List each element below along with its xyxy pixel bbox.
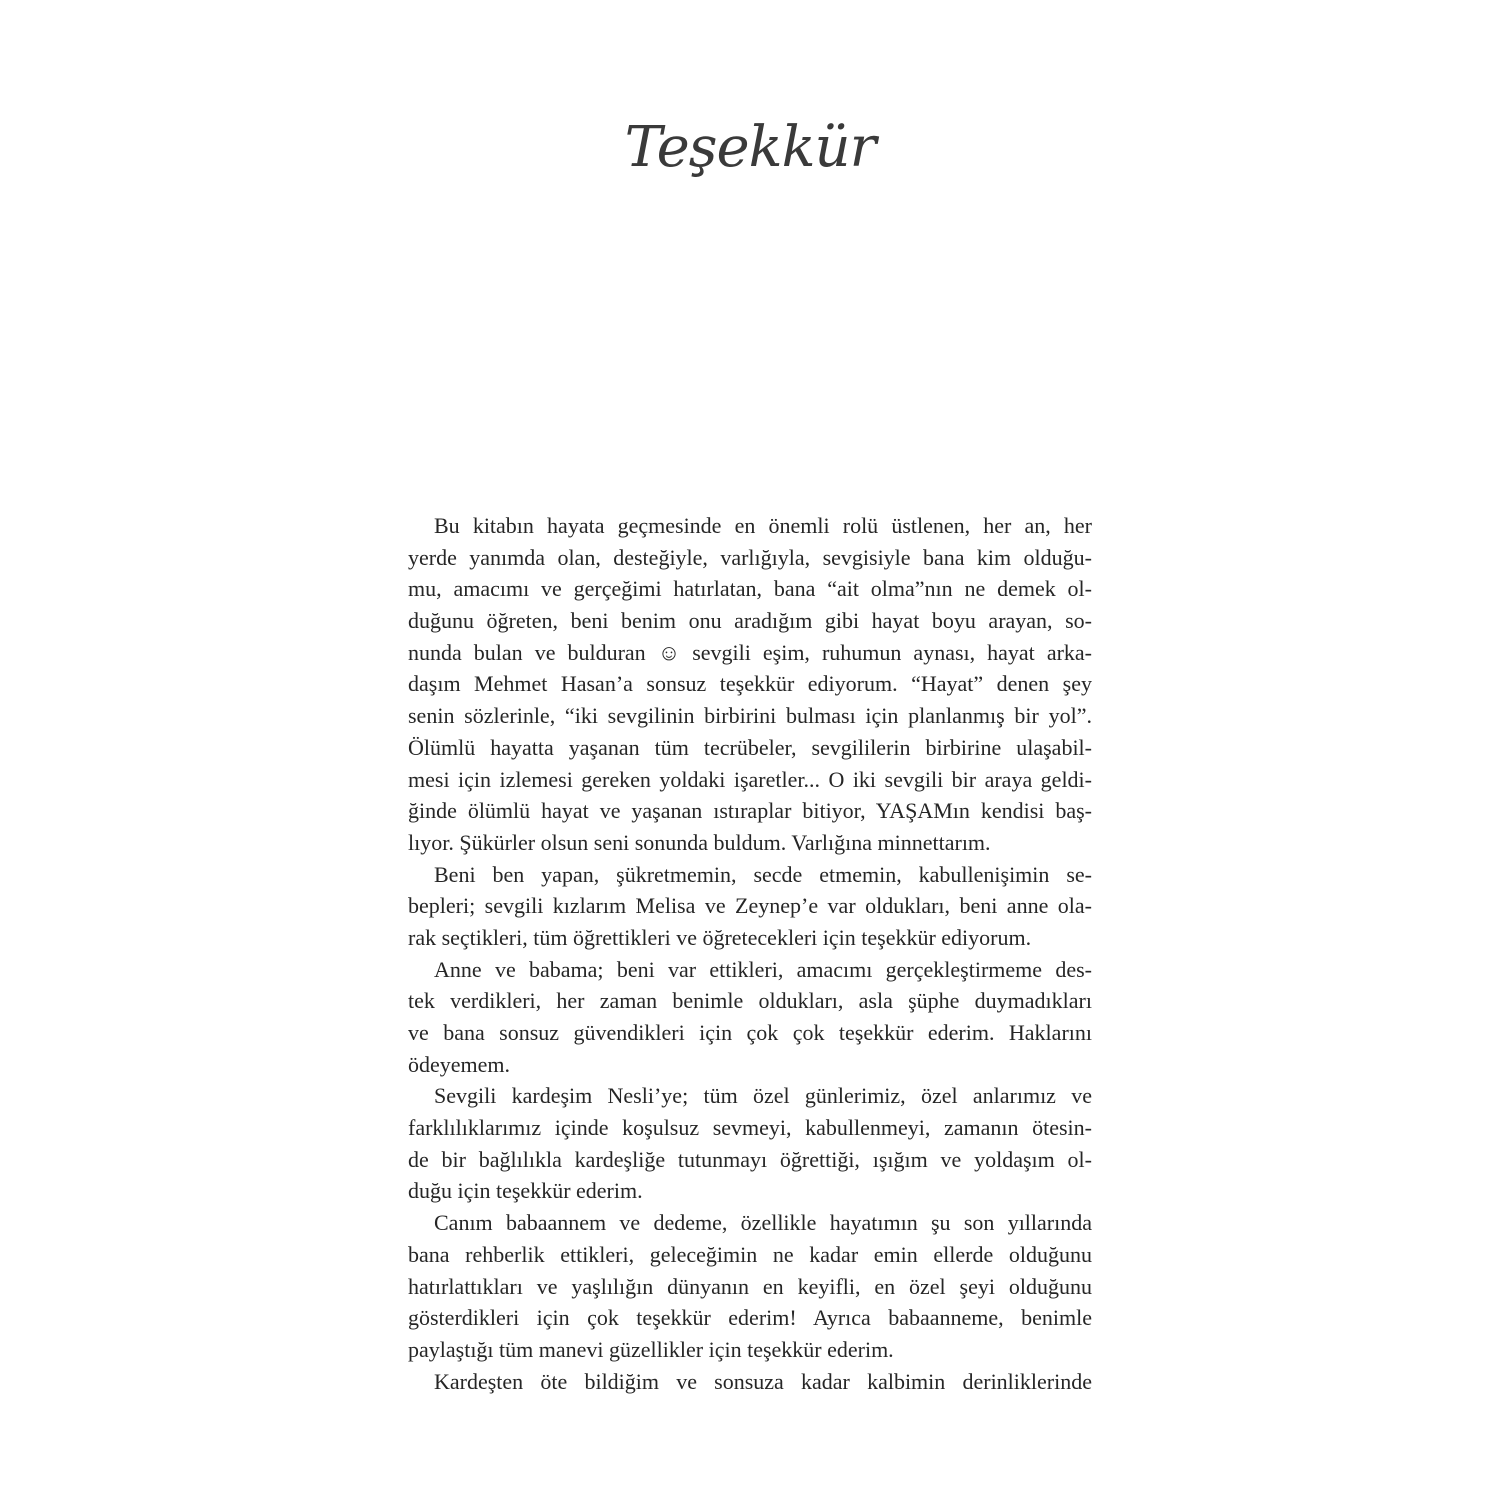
text-line: gösterdikleri için çok teşekkür ederim! Ayrıca babaanneme, benimle <box>408 1305 1092 1331</box>
text-line: lıyor. Şükürler olsun seni sonunda buldum. Varlığına minnettarım. <box>408 829 991 855</box>
text-line: mesi için izlemesi gereken yoldaki işaretler... O iki sevgili bir araya geldi- <box>408 766 1092 792</box>
text-line: yerde yanımda olan, desteğiyle, varlığıyla, sevgisiyle bana kim olduğu- <box>408 544 1092 570</box>
text-line: Canım babaannem ve dedeme, özellikle hayatımın şu son yıllarında <box>434 1210 1092 1236</box>
text-line: nunda bulan ve bulduran ☺ sevgili eşim, ruhumun aynası, hayat arka- <box>408 639 1092 665</box>
text-line: de bir bağlılıkla kardeşliğe tutunmayı öğrettiği, ışığım ve yoldaşım ol- <box>408 1146 1092 1172</box>
text-line: Ölümlü hayatta yaşanan tüm tecrübeler, sevgililerin birbirine ulaşabil- <box>408 734 1092 760</box>
text-line: ğinde ölümlü hayat ve yaşanan ıstıraplar bitiyor, YAŞAMın kendisi baş- <box>408 798 1092 824</box>
text-line: tek verdikleri, her zaman benimle oldukları, asla şüphe duymadıkları <box>408 988 1092 1014</box>
text-line: Kardeşten öte bildiğim ve sonsuza kadar kalbimin derinliklerinde <box>434 1368 1092 1394</box>
text-line: farklılıklarımız içinde koşulsuz sevmeyi, kabullenmeyi, zamanın ötesin- <box>408 1115 1092 1141</box>
text-line: ödeyemem. <box>408 1051 511 1077</box>
text-line: duğu için teşekkür ederim. <box>408 1178 643 1204</box>
text-line: mu, amacımı ve gerçeğimi hatırlatan, bana “ait olma”nın ne demek ol- <box>408 576 1092 602</box>
text-line: senin sözlerinle, “iki sevgilinin birbirini bulması için planlanmış bir yol”. <box>408 703 1092 729</box>
text-line: Bu kitabın hayata geçmesinde en önemli rolü üstlenen, her an, her <box>434 513 1092 538</box>
text-line: Sevgili kardeşim Nesli’ye; tüm özel günlerimiz, özel anlarımız ve <box>434 1083 1092 1109</box>
text-line: bepleri; sevgili kızlarım Melisa ve Zeynep’e var oldukları, beni anne ola- <box>408 893 1092 919</box>
text-line: duğunu öğreten, beni benim onu aradığım gibi hayat boyu arayan, so- <box>408 608 1092 634</box>
text-line: hatırlattıkları ve yaşlılığın dünyanın en keyifli, en özel şeyi olduğunu <box>408 1273 1092 1299</box>
text-line: paylaştığı tüm manevi güzellikler için teşekkür ederim. <box>408 1336 894 1362</box>
acknowledgement-body <box>408 510 1092 1397</box>
text-line: rak seçtikleri, tüm öğrettikleri ve öğretecekleri için teşekkür ediyorum. <box>408 924 1032 950</box>
text-line: ve bana sonsuz güvendikleri için çok çok teşekkür ederim. Haklarını <box>408 1020 1092 1045</box>
text-line: bana rehberlik ettikleri, geleceğimin ne kadar emin ellerde olduğunu <box>408 1241 1092 1267</box>
text-line: Beni ben yapan, şükretmemin, secde etmemin, kabullenişimin se- <box>434 861 1092 887</box>
text-line: daşım Mehmet Hasan’a sonsuz teşekkür ediyorum. “Hayat” denen şey <box>408 671 1092 697</box>
text-line: Anne ve babama; beni var ettikleri, amacımı gerçekleştirmeme des- <box>434 956 1092 982</box>
page-title: Teşekkür <box>624 115 876 180</box>
